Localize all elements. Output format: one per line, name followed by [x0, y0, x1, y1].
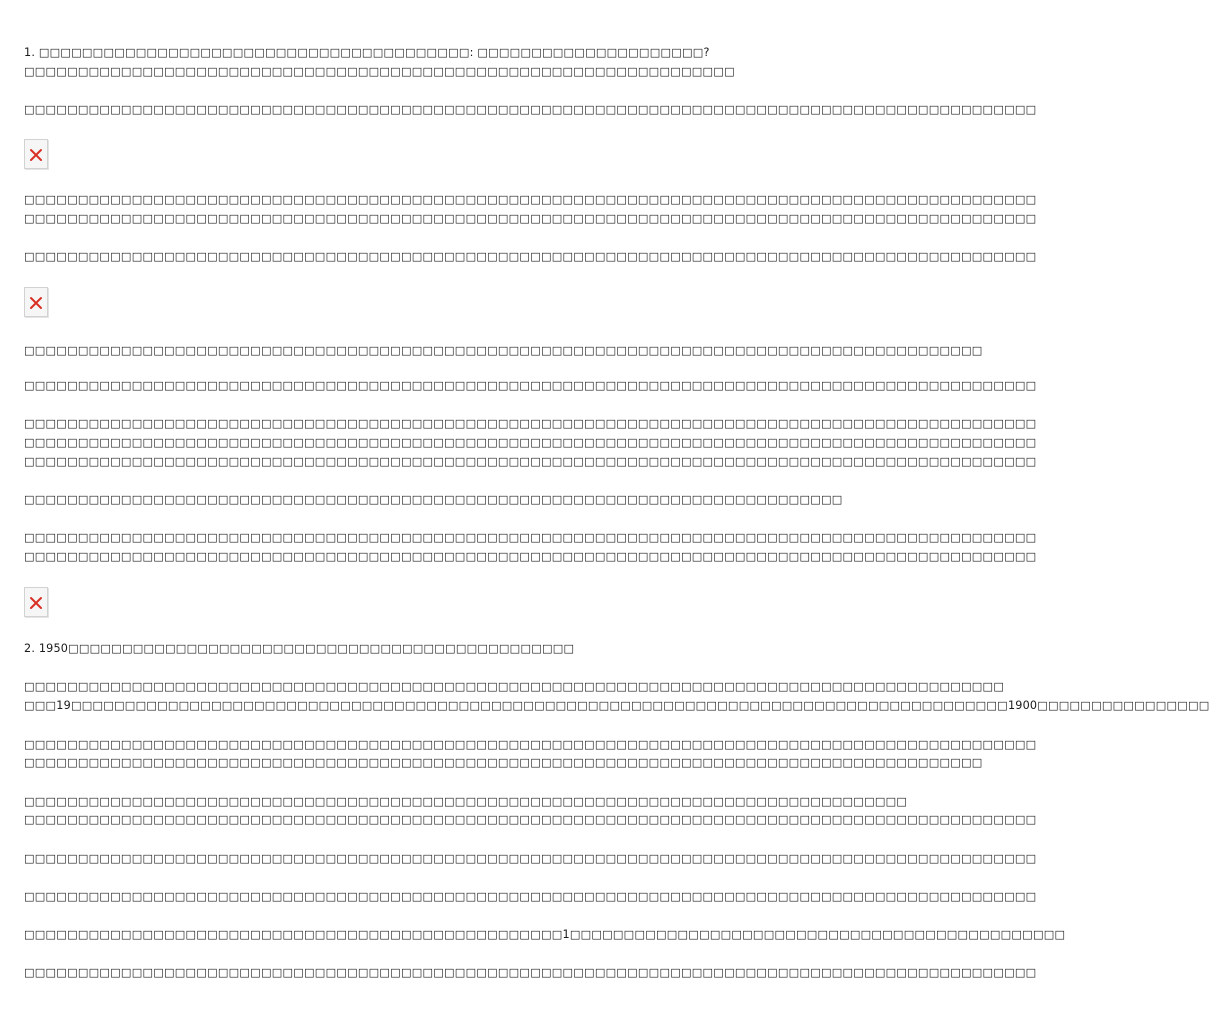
paragraph-line: □□□□□□□□□□□□□□□□□□□□□□□□□□□□□□□□□□□□□□□□□□□□□□□□□□□□□□□□□□□□□□□□□□□□□□□□□□□□□□□□□□□□□□□□□□□□□□ — [24, 212, 1037, 225]
paragraph-line: □□□□□□□□□□□□□□□□□□□□□□□□□□□□□□□□□□□□□□□□□□□□□□□□□□□□□□□□□□□□□□□□□□□□□□□□□□□□□□□□□□□□□□□□□ — [24, 344, 983, 357]
paragraph-line: □□□□□□□□□□□□□□□□□□□□□□□□□□□□□□□□□□□□□□□□□□□□□□□□□□□□□□□□□□□□□□□□□□□□□□□□□□□□□□□□□□□□□□□□□□□□□□ — [24, 531, 1037, 544]
broken-image-icon — [24, 587, 48, 617]
broken-image-icon — [24, 139, 48, 169]
paragraph-line: □□□□□□□□□□□□□□□□□□□□□□□□□□□□□□□□□□□□□□□□□□□□□□□□□□□□□□□□□□□□□□□□□□□□□□□□□□□□□□□□□□□□□□□□□□□□□□ — [24, 455, 1037, 468]
paragraph-line: □□□□□□□□□□□□□□□□□□□□□□□□□□□□□□□□□□□□□□□□□□□□□□□□□□□□□□□□□□□□□□□□□□□□□□□□□□□□□□□□□□□□□□□□□□□□□□ — [24, 738, 1037, 751]
paragraph-line: □□□□□□□□□□□□□□□□□□□□□□□□□□□□□□□□□□□□□□□□□□□□□□□□□□□□□□□□□□□□□□□□□□□□□□□□□□□□□□□□□□□□□□□□□□□□□□ — [24, 193, 1037, 206]
paragraph-line: □□□19□□□□□□□□□□□□□□□□□□□□□□□□□□□□□□□□□□□□□□□□□□□□□□□□□□□□□□□□□□□□□□□□□□□□□□□□□□□□□□□□□□□□□□□1900□□□□□□□□□□□□□□□□ — [24, 699, 1210, 712]
paragraph-line: □□□□□□□□□□□□□□□□□□□□□□□□□□□□□□□□□□□□□□□□□□□□□□□□□□□□□□□□□□□□□□□□□□□□□□□□□□□□□□□□□□□□□□□□□ — [24, 756, 983, 769]
paragraph-line: □□□□□□□□□□□□□□□□□□□□□□□□□□□□□□□□□□□□□□□□□□□□□□□□□□□□□□□□□□□□□□□□□□□□□□□□□□□□□□□□□□□□□□□□□□□□□□ — [24, 250, 1037, 263]
paragraph-line: □□□□□□□□□□□□□□□□□□□□□□□□□□□□□□□□□□□□□□□□□□□□□□□□□□□□□□□□□□□□□□□□□□ — [24, 65, 735, 78]
paragraph-line: □□□□□□□□□□□□□□□□□□□□□□□□□□□□□□□□□□□□□□□□□□□□□□□□□□□□□□□□□□□□□□□□□□□□□□□□□□□□□□□□□□□□□□□□□□□ — [24, 680, 1005, 693]
paragraph-line: □□□□□□□□□□□□□□□□□□□□□□□□□□□□□□□□□□□□□□□□□□□□□□□□□□□□□□□□□□□□□□□□□□□□□□□□□□□□□□□□□□□□□□□□□□□□□□ — [24, 813, 1037, 826]
paragraph-line: □□□□□□□□□□□□□□□□□□□□□□□□□□□□□□□□□□□□□□□□□□□□□□□□□□□□□□□□□□□□□□□□□□□□□□□□□□□□□□□□□□□□□□□□□□□□□□ — [24, 852, 1037, 865]
paragraph-line: □□□□□□□□□□□□□□□□□□□□□□□□□□□□□□□□□□□□□□□□□□□□□□□□□□□□□□□□□□□□□□□□□□□□□□□□□□□□□□□□□□ — [24, 795, 908, 808]
paragraph-line: □□□□□□□□□□□□□□□□□□□□□□□□□□□□□□□□□□□□□□□□□□□□□□□□□□□□□□□□□□□□□□□□□□□□□□□□□□□□□□□□□□□□□□□□□□□□□□ — [24, 436, 1037, 449]
heading-question-2: 2. 1950□□□□□□□□□□□□□□□□□□□□□□□□□□□□□□□□□□□□□□□□□□□□□□□ — [24, 642, 575, 655]
heading-question-1: 1. □□□□□□□□□□□□□□□□□□□□□□□□□□□□□□□□□□□□□□□□: □□□□□□□□□□□□□□□□□□□□□? — [24, 46, 710, 59]
paragraph-line: □□□□□□□□□□□□□□□□□□□□□□□□□□□□□□□□□□□□□□□□□□□□□□□□□□□□□□□□□□□□□□□□□□□□□□□□□□□□□□□□□□□□□□□□□□□□□□ — [24, 890, 1037, 903]
broken-image-icon — [24, 287, 48, 317]
paragraph-line: □□□□□□□□□□□□□□□□□□□□□□□□□□□□□□□□□□□□□□□□□□□□□□□□□□1□□□□□□□□□□□□□□□□□□□□□□□□□□□□□□□□□□□□□□□□□□□□□□ — [24, 928, 1066, 941]
paragraph-line: □□□□□□□□□□□□□□□□□□□□□□□□□□□□□□□□□□□□□□□□□□□□□□□□□□□□□□□□□□□□□□□□□□□□□□□□□□□□□□□□□□□□□□□□□□□□□□ — [24, 103, 1037, 116]
paragraph-line: □□□□□□□□□□□□□□□□□□□□□□□□□□□□□□□□□□□□□□□□□□□□□□□□□□□□□□□□□□□□□□□□□□□□□□□□□□□□ — [24, 493, 843, 506]
paragraph-line: □□□□□□□□□□□□□□□□□□□□□□□□□□□□□□□□□□□□□□□□□□□□□□□□□□□□□□□□□□□□□□□□□□□□□□□□□□□□□□□□□□□□□□□□□□□□□□ — [24, 550, 1037, 563]
paragraph-line: □□□□□□□□□□□□□□□□□□□□□□□□□□□□□□□□□□□□□□□□□□□□□□□□□□□□□□□□□□□□□□□□□□□□□□□□□□□□□□□□□□□□□□□□□□□□□□ — [24, 417, 1037, 430]
paragraph-line: □□□□□□□□□□□□□□□□□□□□□□□□□□□□□□□□□□□□□□□□□□□□□□□□□□□□□□□□□□□□□□□□□□□□□□□□□□□□□□□□□□□□□□□□□□□□□□ — [24, 379, 1037, 392]
paragraph-line: □□□□□□□□□□□□□□□□□□□□□□□□□□□□□□□□□□□□□□□□□□□□□□□□□□□□□□□□□□□□□□□□□□□□□□□□□□□□□□□□□□□□□□□□□□□□□□ — [24, 966, 1037, 979]
